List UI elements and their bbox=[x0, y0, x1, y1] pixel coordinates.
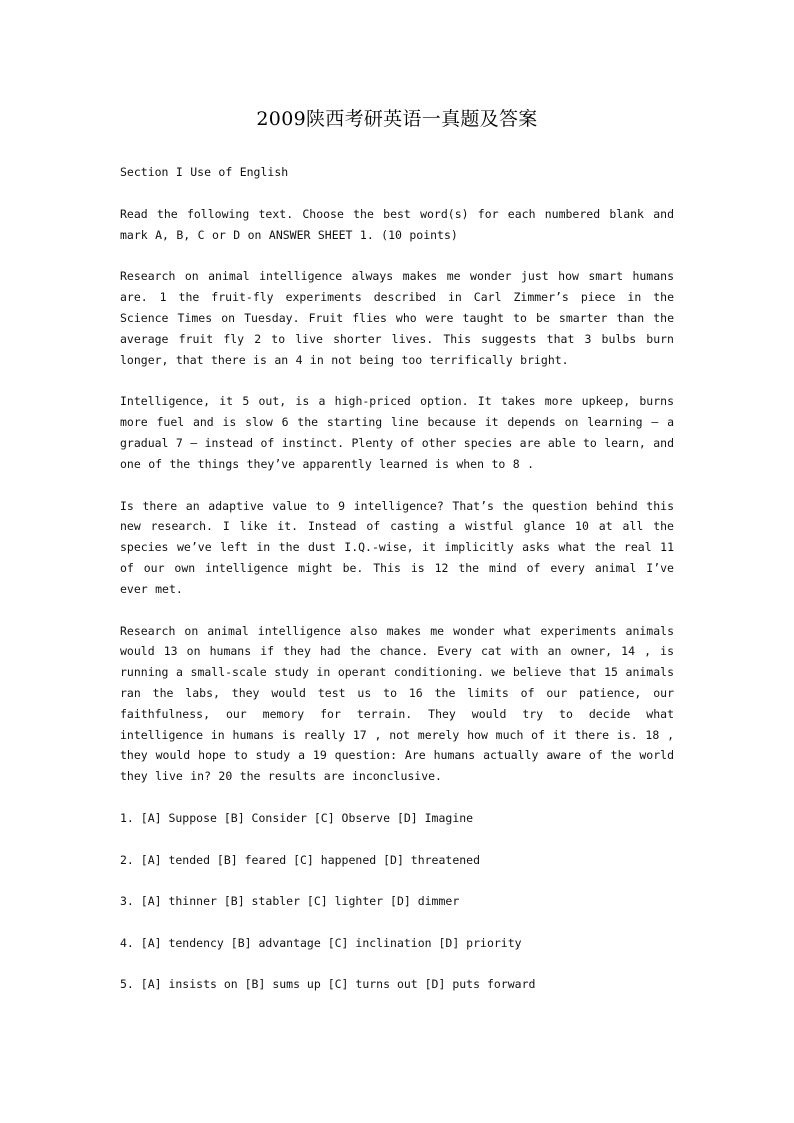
passage-paragraph-1: Research on animal intelligence always makes me wonder just how smart humans are. 1 the fruit-fly experiments described in Carl Zimmer’s piece in the Science Times on Tuesday. Fruit flies who were taught to be smarter than the average fruit fly 2 to live shorter lives. This suggests that 3 bulbs burn longer, that there is an 4 in not being too terrifically bright. bbox=[120, 269, 674, 367]
passage-paragraph-2: Intelligence, it 5 out, is a high-priced option. It takes more upkeep, burns more fuel and is slow 6 the starting line because it depends on learning — a gradual 7 — instead of instinct. Plenty of other species are able to learn, and one of the things they’ve apparently learned is when to 8 . bbox=[120, 394, 674, 471]
section-heading: Section I Use of English bbox=[120, 165, 289, 179]
passage-paragraph-4: Research on animal intelligence also makes me wonder what experiments animals would 13 on humans if they had the chance. Every cat with an owner, 14 , is running a small-scale study in operant conditioning. we believe that 15 animals ran the labs, they would test us to 16 the limits of our patience, our faithfulness, our memory for terrain. They would try to decide what intelligence in humans is really 17 , not merely how much of it there is. 18 , they would hope to study a 19 question: Are humans actually aware of the world they live in? 20 the results are inconclusive. bbox=[120, 623, 674, 784]
option-item-2: 2. [A] tended [B] feared [C] happened [D] threatened bbox=[120, 852, 481, 867]
passage-paragraph-3: Is there an adaptive value to 9 intelligence? That’s the question behind this new research. I like it. Instead of casting a wistful glance 10 at all the species we’ve left in the dust I.Q.-wise, it implicitly asks what the real 11 of our own intelligence might be. This is 12 the mind of every animal I’ve ever met. bbox=[120, 498, 674, 596]
option-item-4: 4. [A] tendency [B] advantage [C] inclination [D] priority bbox=[120, 935, 522, 950]
document-title: 2009陕西考研英语一真题及答案 bbox=[256, 108, 538, 130]
instructions-paragraph: Read the following text. Choose the best word(s) for each numbered blank and mark A, B, C or D on ANSWER SHEET 1. (10 points) bbox=[120, 206, 674, 242]
option-item-5: 5. [A] insists on [B] sums up [C] turns out [D] puts forward bbox=[120, 977, 536, 992]
option-item-3: 3. [A] thinner [B] stabler [C] lighter [D] dimmer bbox=[120, 894, 460, 909]
option-item-1: 1. [A] Suppose [B] Consider [C] Observe [D] Imagine bbox=[120, 810, 474, 825]
options-list bbox=[120, 808, 674, 995]
